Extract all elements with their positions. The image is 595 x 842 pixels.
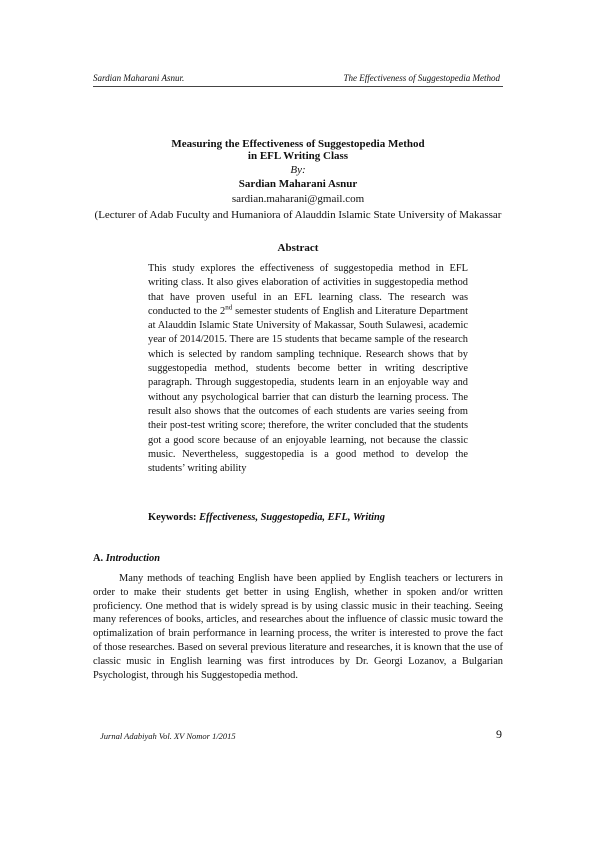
section-heading (93, 553, 160, 564)
abstract-body (148, 262, 468, 476)
abstract-superscript: nd (225, 303, 233, 312)
footer-journal: Jurnal Adabiyah Vol. XV Nomor 1/2015 (100, 731, 236, 741)
byline: By: (290, 164, 306, 176)
running-header-author: Sardian Maharani Asnur. (93, 73, 185, 83)
keywords-label: Keywords: (148, 512, 197, 523)
section-prefix: A. (93, 553, 104, 564)
paper-title (93, 138, 503, 162)
abstract-text-part-2: semester students of English and Literature Department at Alauddin Islamic State University of Makassar, South Sulawesi, academic year of 2014/2015. There are 15 students that became sample of the research which is selected by random sampling technique. Research shows that by suggestopedia method, students become better in writing descriptive paragraph. Through suggestopedia, students learn in an enjoyable way and without any psychological barrier that can disturb the learning process. The result also shows that the outcomes of each students are varies seeing from their post-test writing score; therefore, the writer concluded that the students got a good score because of an enjoyable learning, not because the classic music. Nevertheless, suggestopedia is a good method to develop the students’ writing ability (148, 305, 468, 475)
keywords-values: Effectiveness, Suggestopedia, EFL, Writing (199, 512, 385, 523)
page-number: 9 (496, 727, 502, 741)
introduction-paragraph: Many methods of teaching English have been applied by English teachers or lecturers in order to make their students get better in using English, whether in spoken and/or written proficiency. One method that is widely spread is by using classic music in their teaching. Seeing many references of books, articles, and researches about the influence of classic music toward the optimalization of brain performance in learning process, the writer is interested to prove the fact of those researches. Based on several previous literature and researches, it is known that the use of classic music in English learning was first introduces by Dr. Georgi Lozanov, a Bulgarian Psychologist, through his Suggestopedia method. (93, 573, 503, 681)
section-title: Introduction (105, 553, 161, 564)
paper-title-line-2: in EFL Writing Class (247, 150, 349, 162)
author-email: sardian.maharani@gmail.com (231, 193, 365, 205)
running-header-title: The Effectiveness of Suggestopedia Method (343, 73, 500, 83)
header-rule (93, 86, 503, 87)
keywords (148, 512, 478, 523)
abstract-heading: Abstract (277, 242, 319, 254)
abstract-text-part-1: This study explores the effectiveness of suggestopedia method in EFL writing class. It also gives elaboration of activities in suggestopedia method that have proven useful in an EFL learning class. The research was conducted to the 2 (148, 263, 468, 317)
paper-title-line-1: Measuring the Effectiveness of Suggestopedia Method (171, 138, 425, 150)
author-name: Sardian Maharani Asnur (238, 178, 358, 190)
author-affiliation: (Lecturer of Adab Fuculty and Humaniora of Alauddin Islamic State University of Makassar (94, 209, 502, 221)
